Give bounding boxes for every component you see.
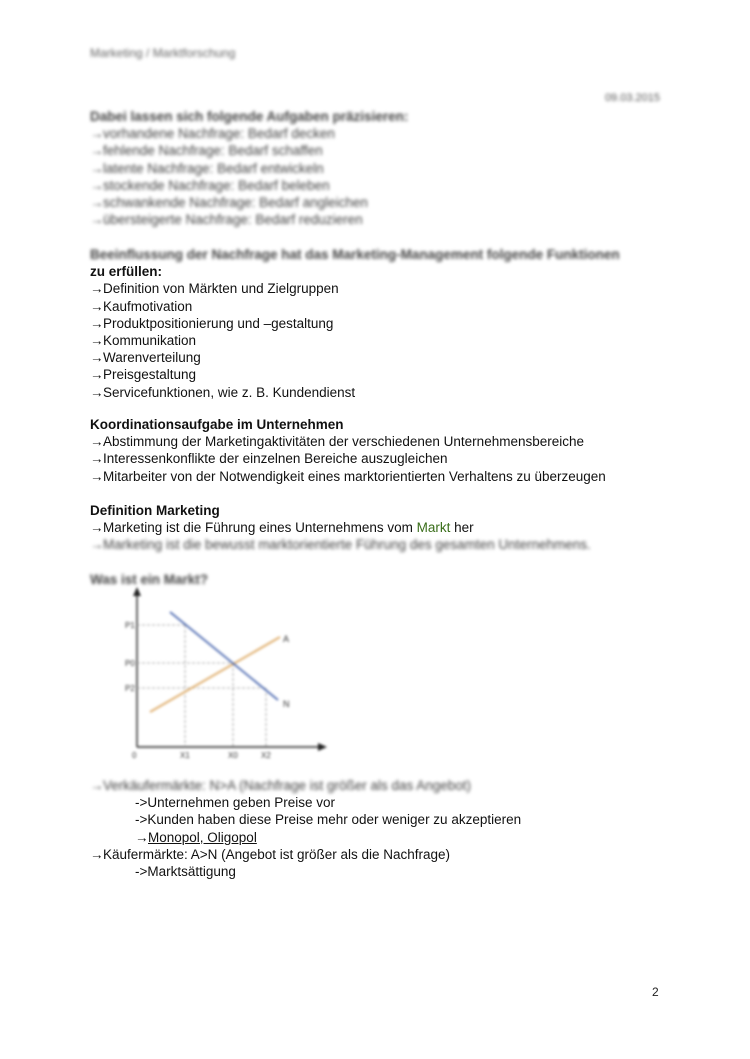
list-subitem: →Monopol, Oligopol	[135, 829, 257, 845]
section-coordination	[90, 416, 670, 485]
arrow-icon: →	[90, 846, 104, 862]
list-item: →latente Nachfrage: Bedarf entwickeln	[90, 160, 324, 176]
arrow-icon: →	[90, 451, 104, 467]
arrow-icon: →	[90, 315, 104, 331]
arrow-icon: →	[90, 520, 104, 536]
list-item: →fehlende Nachfrage: Bedarf schaffen	[90, 143, 323, 159]
arrow-icon: →	[90, 298, 104, 314]
list-item: →Marketing ist die Führung eines Unternehmens vom Markt her	[90, 520, 474, 536]
list-item: →vorhandene Nachfrage: Bedarf decken	[90, 126, 335, 142]
list-item: →stockende Nachfrage: Bedarf beleben	[90, 177, 330, 193]
list-item: →Warenverteilung	[90, 350, 201, 366]
list-item: →Servicefunktionen, wie z. B. Kundendienst	[90, 384, 356, 400]
arrow-icon: →	[90, 468, 104, 484]
list-item: →Verkäufermärkte: N>A (Nachfrage ist größer als das Angebot)	[90, 778, 472, 793]
arrow-icon: →	[90, 333, 104, 349]
section-heading: Dabei lassen sich folgende Aufgaben präzisieren:	[90, 109, 409, 124]
tick-label-p2: P2	[125, 684, 135, 693]
y-axis-arrow-icon	[133, 587, 141, 596]
tick-label-p0: P0	[125, 659, 135, 668]
section-heading: Was ist ein Markt?	[90, 572, 209, 587]
list-subitem: ->Marktsättigung	[135, 864, 236, 880]
page-header: Marketing / Marktforschung	[90, 46, 236, 60]
section-definition	[90, 502, 670, 554]
arrow-icon: →	[90, 778, 104, 793]
arrow-icon: →	[90, 384, 104, 400]
tick-label-x1: X1	[180, 751, 190, 760]
arrow-icon: →	[90, 160, 104, 176]
list-item: →Kommunikation	[90, 333, 197, 349]
arrow-icon: →	[90, 212, 104, 228]
tick-label-x0: X0	[228, 751, 238, 760]
arrow-icon: →	[90, 350, 104, 366]
list-item: →Marketing ist die bewusst marktorientierte Führung des gesamten Unternehmens.	[90, 537, 591, 553]
arrow-icon: →	[135, 829, 149, 845]
list-item: →Preisgestaltung	[90, 367, 197, 383]
highlight-word: Markt	[416, 520, 451, 536]
tick-label-x2: X2	[261, 751, 271, 760]
list-item: →Mitarbeiter von der Notwendigkeit eines marktorientierten Verhaltens zu überzeugen	[90, 468, 606, 484]
page-date: 09.03.2015	[604, 92, 660, 104]
arrow-icon: →	[90, 367, 104, 383]
page-number: 2	[652, 985, 659, 999]
section-functions	[90, 246, 670, 401]
list-item: →Abstimmung der Marketingaktivitäten der verschiedenen Unternehmensbereiche	[90, 434, 585, 450]
arrow-icon: →	[90, 126, 104, 142]
arrow-icon: →	[90, 195, 104, 211]
list-item: →Käufermärkte: A>N (Angebot ist größer als die Nachfrage)	[90, 846, 451, 862]
tick-label-p1: P1	[125, 621, 135, 630]
list-item: →Interessenkonflikte der einzelnen Bereiche auszugleichen	[90, 451, 448, 467]
arrow-icon: →	[90, 143, 104, 159]
list-item: →Kaufmotivation	[90, 298, 193, 314]
list-subitem: ->Kunden haben diese Preise mehr oder weniger zu akzeptieren	[135, 812, 522, 828]
list-item: →Produktpositionierung und –gestaltung	[90, 315, 334, 331]
section-market-list	[90, 777, 670, 880]
section-heading: Koordinationsaufgabe im Unternehmen	[90, 417, 344, 432]
series-label-a: A	[283, 634, 290, 644]
demand-line	[170, 612, 278, 700]
list-item: →schwankende Nachfrage: Bedarf angleichen	[90, 195, 368, 211]
arrow-icon: →	[90, 177, 104, 193]
list-item: →übersteigerte Nachfrage: Bedarf reduzieren	[90, 212, 363, 228]
list-item: →Definition von Märkten und Zielgruppen	[90, 281, 339, 297]
section-tasks	[90, 108, 670, 228]
section-heading: Definition Marketing	[90, 503, 220, 518]
section-heading: Beeinflussung der Nachfrage hat das Marketing-Management folgende Funktionen	[90, 247, 620, 262]
supply-demand-chart	[120, 582, 335, 762]
section-heading-cont: zu erfüllen:	[90, 264, 163, 280]
arrow-icon: →	[90, 434, 104, 450]
x-axis-arrow-icon	[318, 743, 327, 751]
origin-label: 0	[132, 751, 137, 760]
list-subitem: ->Unternehmen geben Preise vor	[135, 795, 335, 811]
arrow-icon: →	[90, 281, 104, 297]
arrow-icon: →	[90, 537, 104, 553]
series-label-n: N	[283, 699, 290, 709]
